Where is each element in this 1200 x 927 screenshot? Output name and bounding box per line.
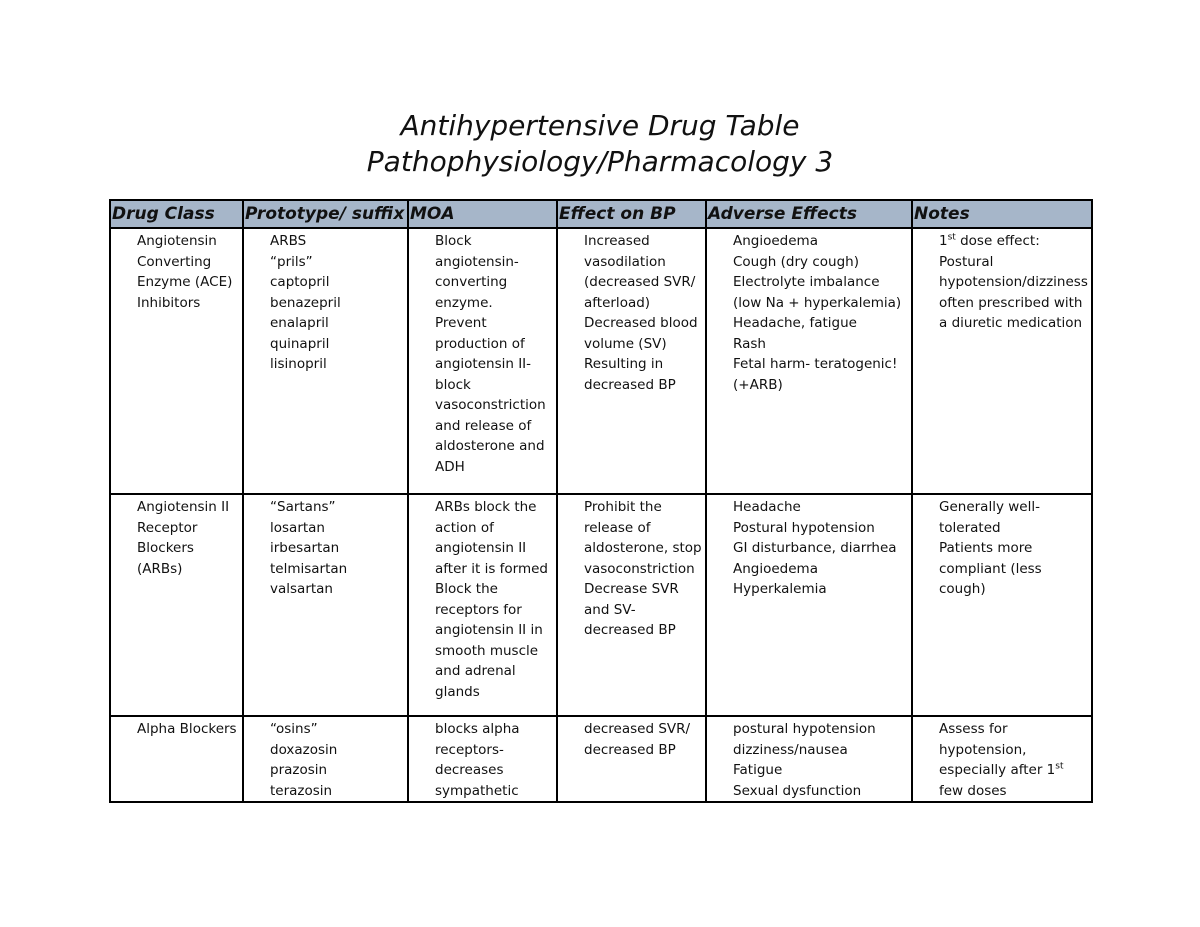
cell-line: ARBS [270, 233, 307, 249]
cell-line: angiotensin- [435, 253, 519, 270]
cell-line: tolerated [939, 519, 1001, 536]
cell-line: Inhibitors [137, 294, 201, 311]
cell-prototype [243, 228, 408, 494]
cell-line: decreased BP [584, 622, 676, 638]
cell-line: Headache [733, 499, 801, 515]
cell-line: Decreased blood [584, 315, 698, 331]
cell-line: decreased SVR/ [584, 721, 691, 737]
header-moa: MOA [408, 200, 557, 228]
cell-line: losartan [270, 519, 325, 536]
cell-effect-on-bp [557, 494, 706, 716]
cell-prototype [243, 494, 408, 716]
cell-line: and release of [435, 417, 532, 434]
cell-line: Converting [137, 253, 212, 270]
cell-line: converting [435, 274, 508, 290]
cell-line: GI disturbance, diarrhea [733, 540, 897, 556]
page-title [0, 108, 1200, 180]
cell-drug-class [110, 494, 243, 716]
cell-line: after it is formed [435, 560, 548, 577]
title-line-1: Antihypertensive Drug Table [400, 109, 800, 142]
cell-line: (decreased SVR/ [584, 274, 696, 290]
cell-line: aldosterone, stop [584, 540, 702, 556]
cell-prototype [243, 716, 408, 802]
cell-line: Fatigue [733, 762, 783, 778]
cell-line: Patients more [939, 540, 1033, 556]
cell-line: hypotension/dizziness [939, 274, 1088, 290]
cell-line: irbesartan [270, 540, 340, 556]
cell-notes [912, 716, 1092, 802]
cell-line: postural hypotension [733, 721, 876, 737]
cell-line: sympathetic [435, 782, 519, 799]
superscript: st [1055, 761, 1064, 772]
cell-line: a diuretic medication [939, 315, 1083, 331]
cell-line: afterload) [584, 294, 651, 311]
cell-line: angiotensin II- [435, 356, 532, 372]
cell-line: ADH [435, 458, 465, 475]
cell-line: Decrease SVR [584, 581, 679, 597]
cell-effect-on-bp [557, 716, 706, 802]
cell-moa [408, 228, 557, 494]
cell-line: hypotension, [939, 741, 1027, 758]
cell-line: often prescribed with [939, 294, 1083, 311]
cell-line: “prils” [270, 253, 313, 270]
cell-line: Prevent [435, 315, 487, 331]
cell-line: vasoconstriction [584, 560, 695, 577]
cell-line [939, 231, 1091, 252]
header-prototype: Prototype/ suffix [243, 200, 408, 228]
cell-line: enalapril [270, 315, 329, 331]
cell-line: angiotensin II [435, 540, 527, 556]
cell-line: aldosterone and [435, 438, 545, 454]
cell-line: “Sartans” [270, 499, 336, 515]
cell-line: smooth muscle [435, 642, 539, 659]
cell-line: Sexual dysfunction [733, 782, 862, 799]
cell-line: compliant (less [939, 560, 1042, 577]
cell-line: Headache, fatigue [733, 315, 857, 331]
cell-line: quinapril [270, 335, 330, 352]
text-fragment: dose effect: [955, 233, 1040, 249]
cell-line: captopril [270, 274, 330, 290]
cell-notes [912, 494, 1092, 716]
cell-line: Angiotensin II [137, 499, 230, 515]
cell-line: Blockers [137, 540, 194, 556]
cell-line: Block the [435, 581, 498, 597]
cell-line: Prohibit the [584, 499, 662, 515]
cell-line: ARBs block the [435, 499, 537, 515]
cell-line: lisinopril [270, 356, 327, 372]
cell-line: Hyperkalemia [733, 581, 827, 597]
cell-adverse-effects [706, 228, 912, 494]
table-row [110, 716, 1092, 802]
table-header-row [110, 200, 1092, 228]
cell-line: receptors for [435, 601, 522, 618]
cell-line: Angioedema [733, 560, 818, 577]
cell-line: Increased [584, 233, 650, 249]
cell-line: Fetal harm- teratogenic! [733, 356, 898, 372]
title-line-2: Pathophysiology/Pharmacology 3 [366, 145, 834, 178]
cell-line: volume (SV) [584, 335, 667, 352]
cell-line: Block [435, 233, 472, 249]
cell-line: Cough (dry cough) [733, 253, 859, 270]
cell-line: (low Na + hyperkalemia) [733, 294, 902, 311]
cell-line: terazosin [270, 782, 333, 799]
cell-line: block [435, 376, 471, 393]
cell-line: “osins” [270, 721, 318, 737]
cell-line: prazosin [270, 762, 328, 778]
cell-line: few doses [939, 782, 1007, 799]
cell-moa [408, 494, 557, 716]
cell-line: Resulting in [584, 356, 664, 372]
cell-line: blocks alpha [435, 721, 520, 737]
superscript: st [947, 232, 956, 243]
cell-line: dizziness/nausea [733, 741, 848, 758]
table-row [110, 228, 1092, 494]
cell-line: Enzyme (ACE) [137, 274, 233, 290]
cell-adverse-effects [706, 716, 912, 802]
header-effect-on-bp: Effect on BP [557, 200, 706, 228]
header-notes: Notes [912, 200, 1092, 228]
cell-line: action of [435, 519, 494, 536]
cell-line: valsartan [270, 581, 333, 597]
cell-line: production of [435, 335, 525, 352]
cell-line: receptors- [435, 741, 504, 758]
cell-moa [408, 716, 557, 802]
cell-line: telmisartan [270, 560, 348, 577]
text-fragment: especially after 1 [939, 762, 1056, 778]
text-fragment: 1 [939, 233, 948, 249]
cell-line: decreased BP [584, 741, 676, 758]
cell-line: Electrolyte imbalance [733, 274, 880, 290]
cell-line: (ARBs) [137, 560, 183, 577]
cell-line: Receptor [137, 519, 198, 536]
cell-line: and SV- [584, 601, 636, 618]
cell-line: Generally well- [939, 499, 1040, 515]
header-drug-class: Drug Class [110, 200, 243, 228]
drug-table [109, 199, 1093, 803]
cell-line: enzyme. [435, 294, 493, 311]
cell-line: and adrenal [435, 663, 516, 679]
cell-notes [912, 228, 1092, 494]
cell-drug-class [110, 716, 243, 802]
cell-drug-class [110, 228, 243, 494]
cell-effect-on-bp [557, 228, 706, 494]
cell-line: angiotensin II in [435, 622, 543, 638]
cell-line: doxazosin [270, 741, 338, 758]
cell-line: decreases [435, 762, 504, 778]
cell-line: Angiotensin [137, 233, 217, 249]
cell-line: vasoconstriction [435, 397, 546, 413]
cell-line: decreased BP [584, 376, 676, 393]
cell-line: release of [584, 519, 651, 536]
cell-line: vasodilation [584, 253, 666, 270]
cell-line: Angioedema [733, 233, 818, 249]
cell-line: (+ARB) [733, 376, 783, 393]
cell-adverse-effects [706, 494, 912, 716]
table-row [110, 494, 1092, 716]
cell-line: Rash [733, 335, 766, 352]
cell-line: benazepril [270, 294, 341, 311]
cell-line: glands [435, 683, 480, 700]
cell-line: Postural hypotension [733, 519, 875, 536]
cell-line: Postural [939, 253, 994, 270]
cell-line: cough) [939, 581, 986, 597]
cell-line: Alpha Blockers [137, 721, 237, 737]
header-adverse-effects: Adverse Effects [706, 200, 912, 228]
cell-line: Assess for [939, 721, 1008, 737]
cell-line [939, 760, 1091, 781]
